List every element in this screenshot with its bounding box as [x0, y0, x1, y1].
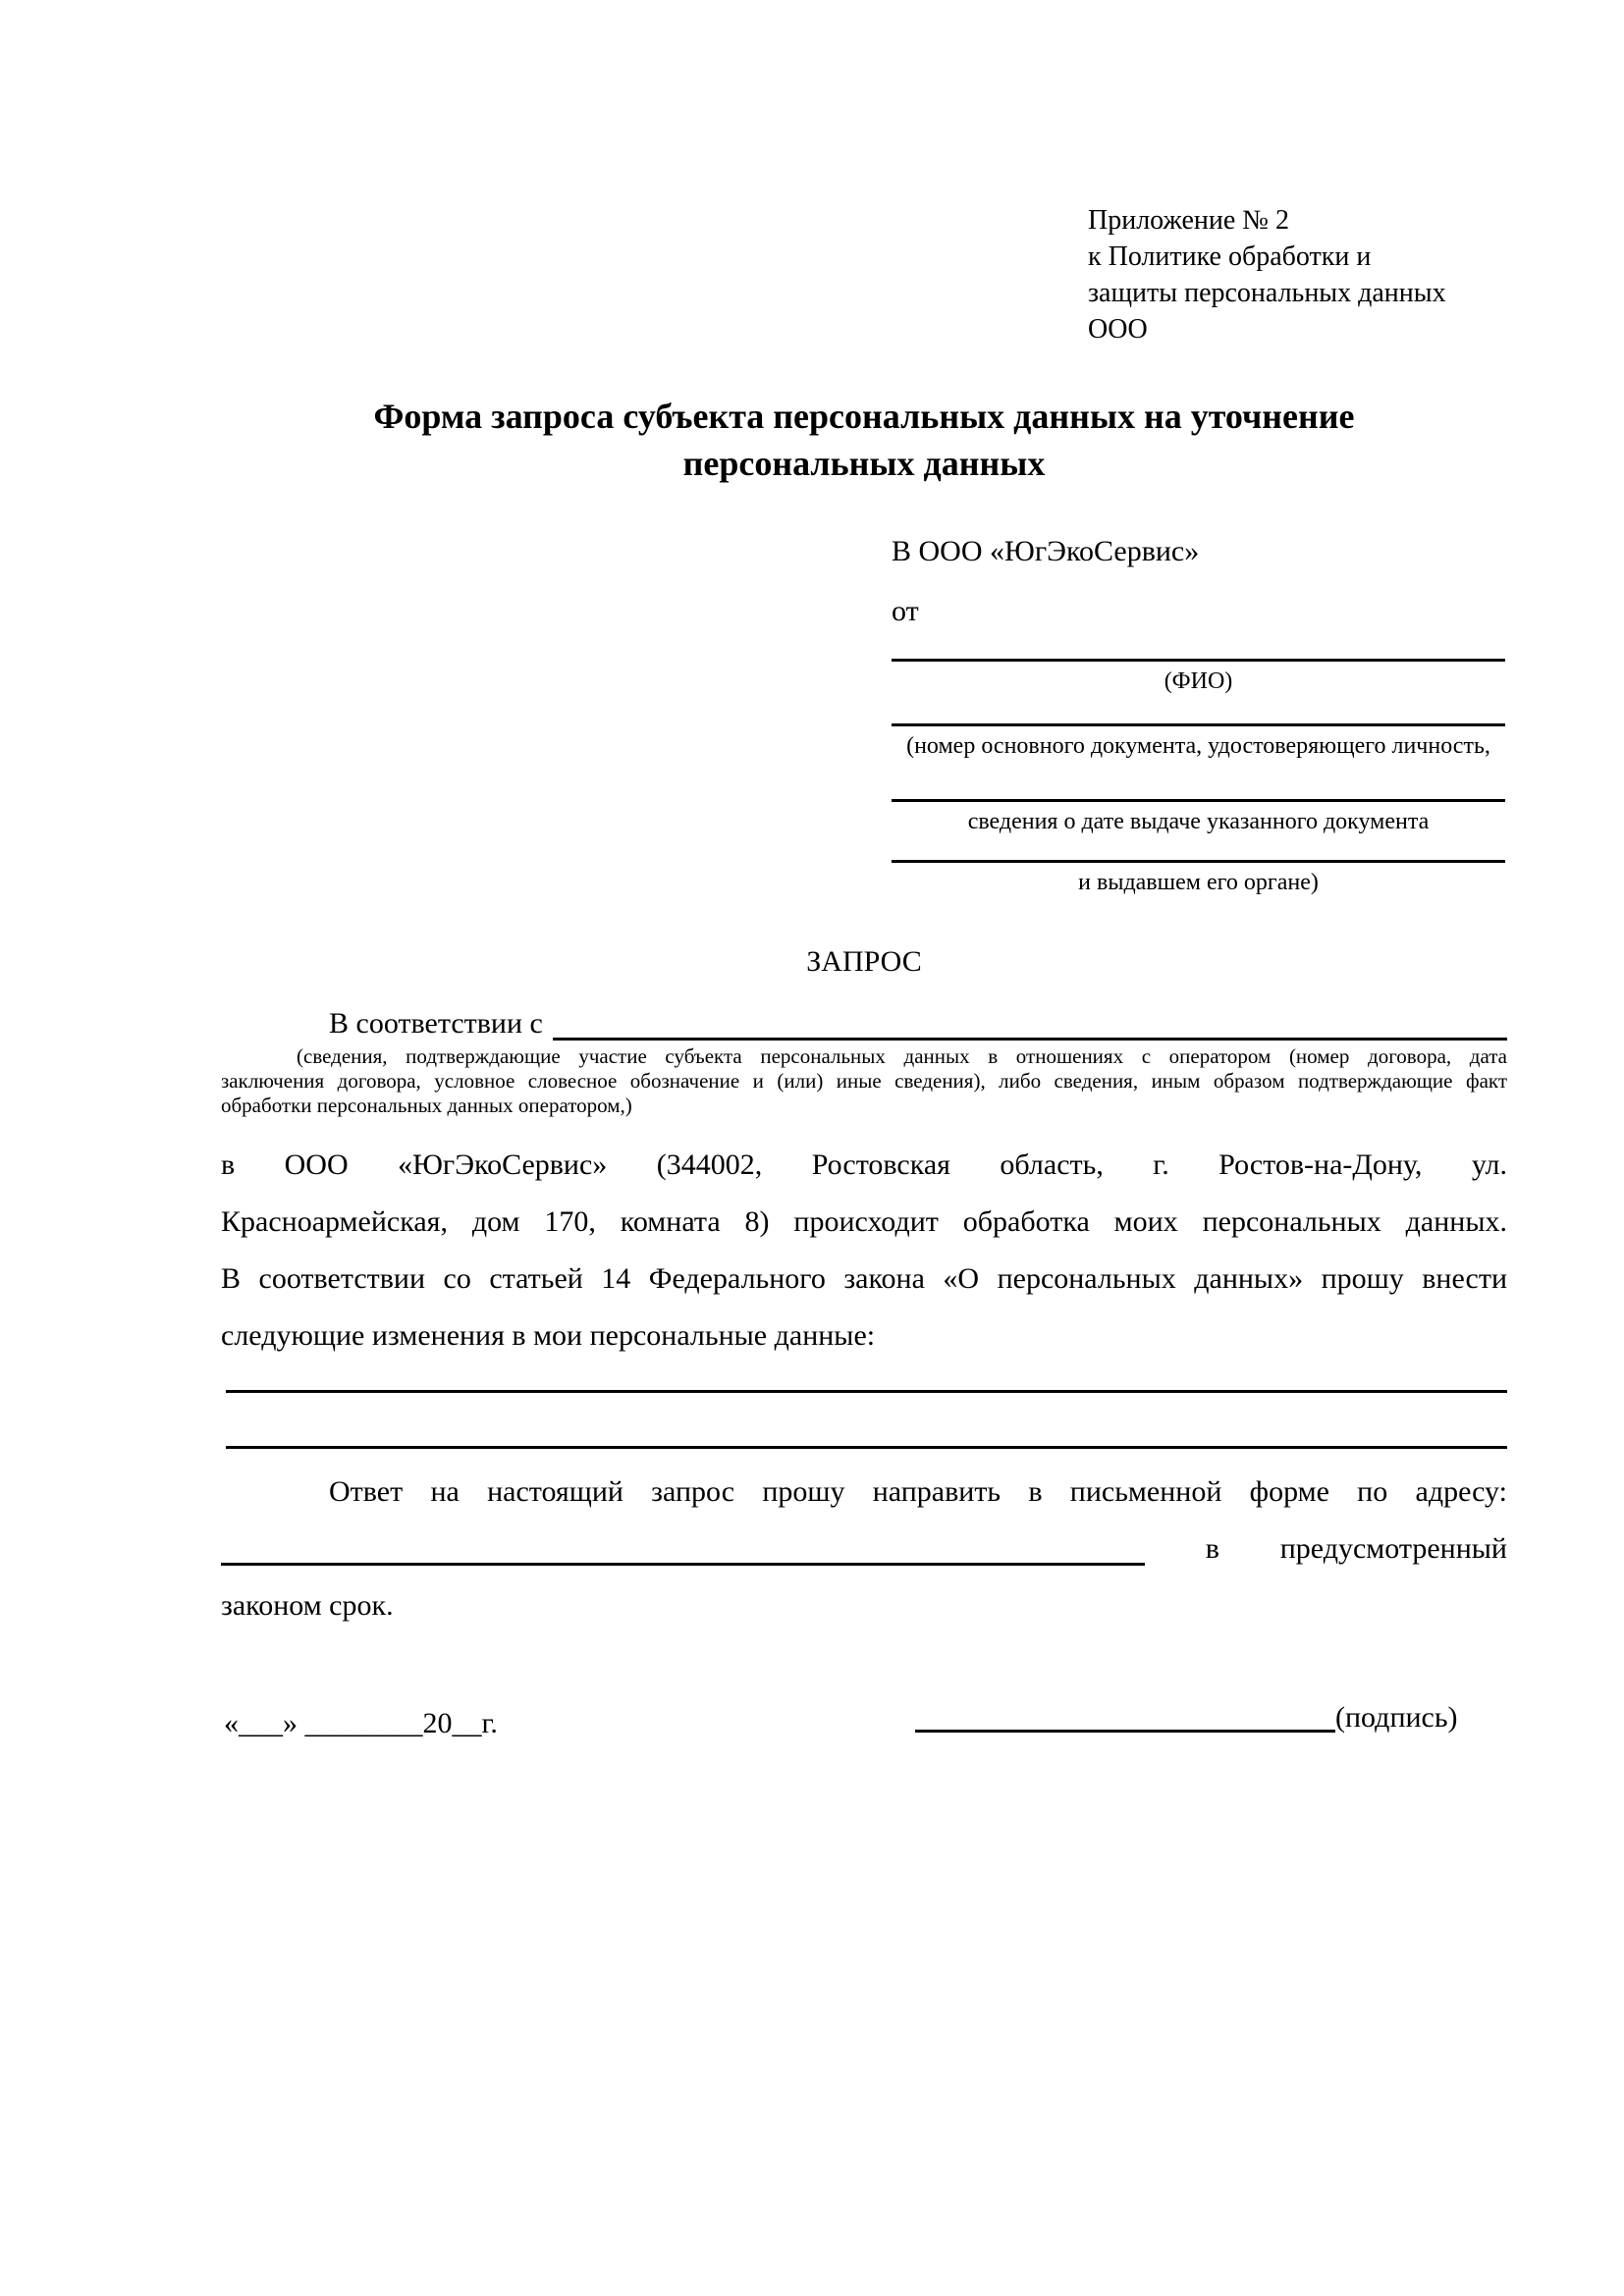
note-line: заключения договора, условное словесное обозначение и (или) иные сведения), либо сведения, иным образом подтверждающие факт	[221, 1069, 1507, 1093]
document-number-blank-line	[892, 723, 1505, 726]
annex-line: ООО	[1088, 314, 1148, 345]
annex-line: защиты персональных данных	[1088, 278, 1446, 308]
signature-block	[915, 1696, 1488, 1739]
address-blank-line	[221, 1527, 1145, 1566]
note-line: (сведения, подтверждающие участие субъекта персональных данных в отношениях с оператором (номер договора, дата	[297, 1044, 1507, 1068]
request-heading: ЗАПРОС	[806, 945, 922, 978]
page-title-line: персональных данных	[682, 444, 1046, 483]
reply-request-line: Ответ на настоящий запрос прошу направить в письменной форме по адресу:	[329, 1475, 1507, 1508]
changes-blank-line-2	[226, 1446, 1507, 1449]
request-body	[221, 1137, 1507, 1364]
document-number-caption: (номер основного документа, удостоверяющего личность,	[906, 733, 1490, 759]
request-body-line: следующие изменения в мои персональные данные:	[221, 1319, 876, 1352]
page-title-line: Форма запроса субъекта персональных данных на уточнение	[373, 397, 1355, 436]
explanatory-note	[221, 1044, 1507, 1118]
signature-caption: (подпись)	[1335, 1701, 1458, 1734]
changes-blank-line-1	[226, 1390, 1507, 1393]
issuing-authority-blank-line	[892, 860, 1505, 863]
paragraph-indent	[221, 1003, 329, 1044]
fio-blank-line	[892, 659, 1505, 662]
issue-date-blank-line	[892, 799, 1505, 802]
request-body-line: в ООО «ЮгЭкоСервис» (344002, Ростовская область, г. Ростов-на-Дону, ул.	[221, 1148, 1507, 1181]
accordance-blank-line	[553, 1003, 1507, 1041]
reply-closing-line: законом срок.	[221, 1589, 394, 1622]
annex-block	[1088, 202, 1540, 347]
date-blank-line: «___» ________20__г.	[224, 1707, 498, 1739]
reply-word: в	[1205, 1532, 1219, 1565]
signature-blank-line	[915, 1696, 1335, 1733]
fio-caption: (ФИО)	[1164, 668, 1233, 694]
note-line: обработки персональных данных оператором,)	[221, 1094, 632, 1117]
from-label: от	[892, 595, 919, 627]
accordance-line	[221, 1003, 1507, 1044]
issue-date-caption: сведения о дате выдаче указанного документа	[967, 809, 1430, 834]
accordance-prefix: В соответствии с	[329, 1007, 543, 1040]
recipient-line: В ООО «ЮгЭкоСервис»	[892, 535, 1200, 567]
request-body-line: В соответствии со статьей 14 Федерального закона «О персональных данных» прошу внести	[221, 1262, 1507, 1295]
request-body-line: Красноармейская, дом 170, комната 8) происходит обработка моих персональных данных.	[221, 1205, 1507, 1238]
page-title	[221, 393, 1507, 487]
reply-word: предусмотренный	[1279, 1532, 1507, 1565]
annex-line: Приложение № 2	[1088, 205, 1289, 236]
reply-address-line	[221, 1527, 1507, 1571]
annex-line: к Политике обработки и	[1088, 241, 1372, 272]
issuing-authority-caption: и выдавшем его органе)	[1078, 870, 1319, 895]
